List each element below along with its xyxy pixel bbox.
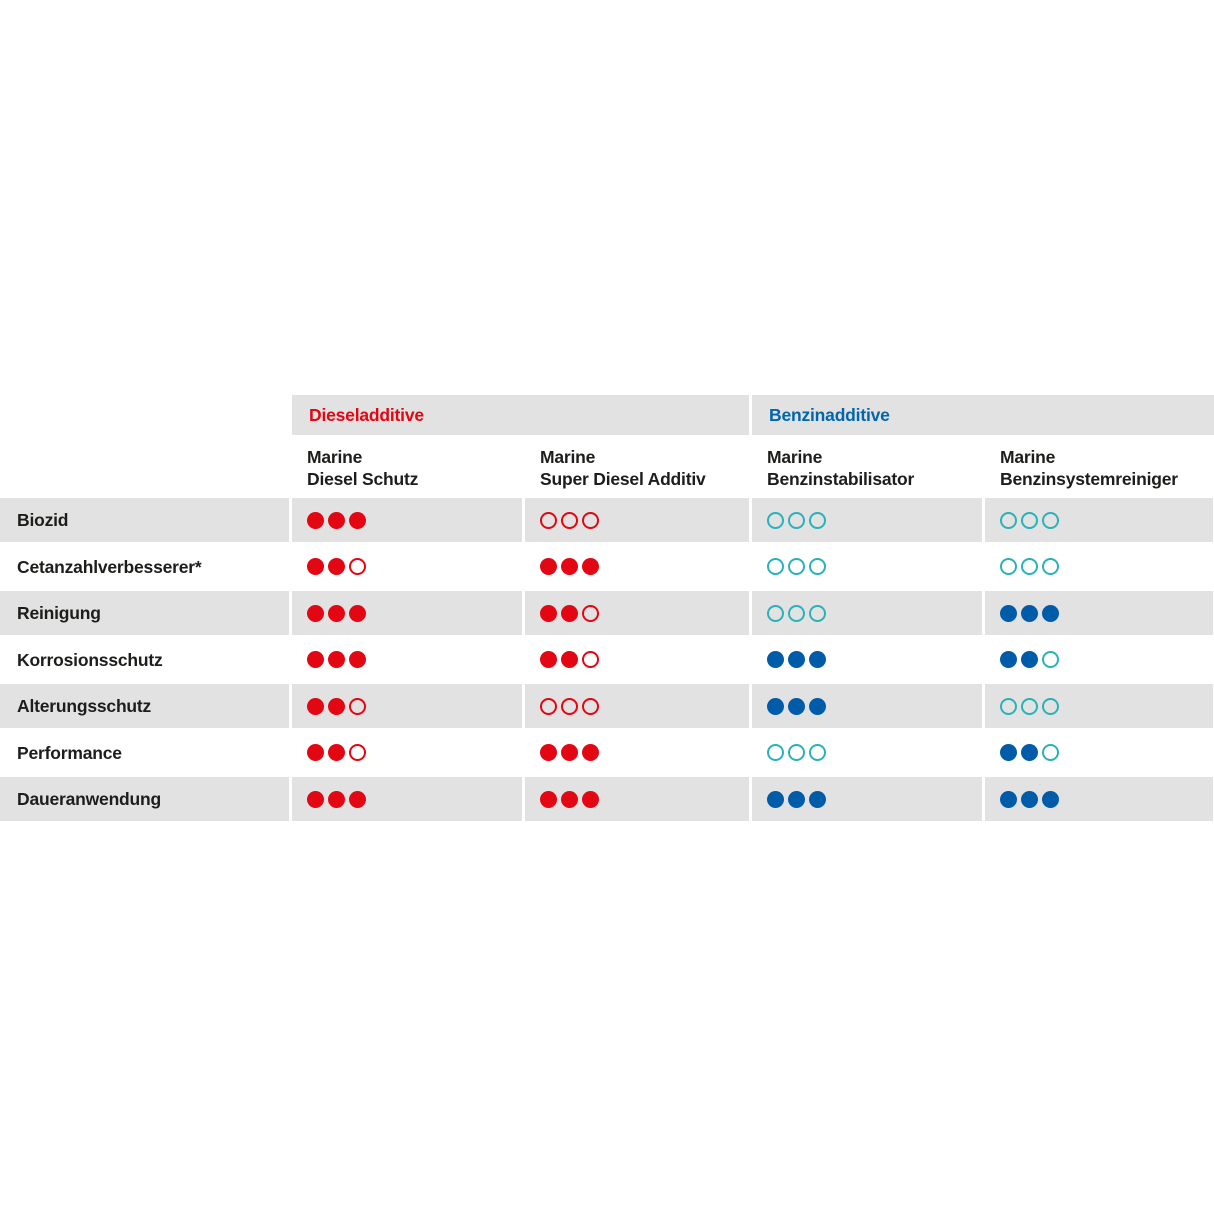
rating-cell [985, 498, 1213, 542]
feature-label: Reinigung [0, 591, 289, 635]
rating-dot-filled-icon [1021, 791, 1038, 808]
rating-dot-empty-icon [767, 744, 784, 761]
rating-dot-filled-icon [582, 558, 599, 575]
rating-dot-filled-icon [307, 512, 324, 529]
product-name-line: Super Diesel Additiv [540, 469, 706, 489]
rating-cell [292, 591, 522, 635]
rating-dot-filled-icon [349, 512, 366, 529]
product-name-line: Marine [307, 447, 363, 467]
product-marine-diesel-schutz [292, 435, 522, 498]
rating-dot-filled-icon [328, 744, 345, 761]
rating-dot-filled-icon [788, 651, 805, 668]
rating-dot-empty-icon [767, 558, 784, 575]
rating-cell [292, 777, 522, 821]
rating-dot-empty-icon [767, 605, 784, 622]
rating-dot-filled-icon [540, 651, 557, 668]
rating-dot-filled-icon [307, 651, 324, 668]
product-marine-benzinstabilisator [752, 435, 982, 498]
rating-dot-filled-icon [349, 791, 366, 808]
rating-dot-empty-icon [561, 512, 578, 529]
rating-dot-filled-icon [1042, 605, 1059, 622]
rating-dot-empty-icon [809, 605, 826, 622]
feature-row-korrosionsschutz [0, 638, 1214, 682]
rating-cell [525, 731, 749, 775]
rating-cell [752, 498, 982, 542]
rating-dot-empty-icon [540, 512, 557, 529]
rating-cell [525, 684, 749, 728]
rating-dot-filled-icon [307, 744, 324, 761]
rating-dot-filled-icon [328, 605, 345, 622]
rating-cell [525, 777, 749, 821]
rating-dot-empty-icon [1021, 698, 1038, 715]
rating-dot-filled-icon [809, 698, 826, 715]
rating-dot-empty-icon [809, 558, 826, 575]
rating-dot-filled-icon [788, 791, 805, 808]
rating-dot-filled-icon [1000, 791, 1017, 808]
rating-cell [985, 777, 1213, 821]
rating-dot-empty-icon [1042, 744, 1059, 761]
rating-dot-empty-icon [1000, 558, 1017, 575]
rating-dot-empty-icon [809, 744, 826, 761]
rating-dot-filled-icon [561, 744, 578, 761]
rating-dot-empty-icon [1000, 698, 1017, 715]
rating-cell [525, 498, 749, 542]
rating-dot-empty-icon [349, 744, 366, 761]
rating-cell [985, 591, 1213, 635]
rating-dot-filled-icon [307, 791, 324, 808]
rating-dot-empty-icon [1021, 512, 1038, 529]
product-spacer [0, 435, 289, 498]
rating-dot-filled-icon [561, 605, 578, 622]
category-dieseladditive: Dieseladditive [292, 395, 749, 435]
rating-cell [752, 684, 982, 728]
rating-dot-filled-icon [307, 698, 324, 715]
rating-dot-empty-icon [767, 512, 784, 529]
category-benzinadditive: Benzinadditive [752, 395, 1214, 435]
rating-dot-filled-icon [1021, 744, 1038, 761]
rating-dot-empty-icon [1042, 651, 1059, 668]
rating-dot-empty-icon [1042, 512, 1059, 529]
product-name-line: Benzinstabilisator [767, 469, 915, 489]
rating-dot-empty-icon [540, 698, 557, 715]
feature-row-cetanzahlverbesserer [0, 545, 1214, 589]
rating-dot-empty-icon [349, 558, 366, 575]
category-header-row [0, 395, 1214, 435]
rating-dot-empty-icon [561, 698, 578, 715]
rating-dot-filled-icon [307, 605, 324, 622]
rating-dot-filled-icon [349, 651, 366, 668]
rating-dot-empty-icon [788, 605, 805, 622]
rating-dot-filled-icon [540, 605, 557, 622]
rating-dot-filled-icon [1000, 651, 1017, 668]
product-name-line: Marine [767, 447, 823, 467]
rating-cell [525, 638, 749, 682]
rating-dot-filled-icon [561, 558, 578, 575]
rating-dot-filled-icon [1000, 605, 1017, 622]
rating-cell [292, 498, 522, 542]
rating-cell [752, 545, 982, 589]
rating-dot-empty-icon [582, 605, 599, 622]
rating-cell [292, 638, 522, 682]
feature-row-alterungsschutz [0, 684, 1214, 728]
product-comparison-table [0, 395, 1214, 824]
rating-cell [985, 731, 1213, 775]
rating-cell [292, 731, 522, 775]
rating-cell [985, 545, 1213, 589]
rating-dot-empty-icon [788, 744, 805, 761]
rating-dot-filled-icon [540, 744, 557, 761]
rating-dot-filled-icon [328, 558, 345, 575]
rating-dot-filled-icon [349, 605, 366, 622]
rating-dot-filled-icon [1021, 605, 1038, 622]
rating-dot-filled-icon [767, 651, 784, 668]
rating-dot-empty-icon [582, 512, 599, 529]
rating-cell [752, 638, 982, 682]
rating-dot-empty-icon [1021, 558, 1038, 575]
rating-cell [752, 731, 982, 775]
product-name-line: Diesel Schutz [307, 469, 419, 489]
rating-dot-filled-icon [540, 791, 557, 808]
feature-row-performance [0, 731, 1214, 775]
rating-cell [525, 545, 749, 589]
product-name-line: Marine [540, 447, 596, 467]
rating-dot-filled-icon [328, 698, 345, 715]
rating-dot-filled-icon [307, 558, 324, 575]
rating-dot-filled-icon [809, 791, 826, 808]
rating-dot-filled-icon [328, 651, 345, 668]
rating-dot-filled-icon [1000, 744, 1017, 761]
feature-label: Biozid [0, 498, 289, 542]
rating-cell [752, 591, 982, 635]
rating-dot-empty-icon [582, 698, 599, 715]
rating-cell [752, 777, 982, 821]
rating-dot-empty-icon [582, 651, 599, 668]
rating-dot-filled-icon [1021, 651, 1038, 668]
rating-dot-empty-icon [349, 698, 366, 715]
rating-dot-empty-icon [1042, 558, 1059, 575]
rating-dot-empty-icon [809, 512, 826, 529]
rating-dot-filled-icon [809, 651, 826, 668]
rating-dot-filled-icon [767, 791, 784, 808]
feature-row-daueranwendung [0, 777, 1214, 821]
rating-dot-filled-icon [582, 744, 599, 761]
feature-label: Daueranwendung [0, 777, 289, 821]
feature-row-biozid [0, 498, 1214, 542]
rating-dot-empty-icon [1042, 698, 1059, 715]
rating-dot-empty-icon [1000, 512, 1017, 529]
rating-cell [525, 591, 749, 635]
feature-label: Korrosionsschutz [0, 638, 289, 682]
rating-cell [292, 545, 522, 589]
category-spacer [0, 395, 289, 435]
product-name-line: Benzinsystemreiniger [1000, 469, 1178, 489]
rating-dot-filled-icon [561, 791, 578, 808]
rating-dot-filled-icon [767, 698, 784, 715]
feature-label: Cetanzahlverbesserer* [0, 545, 289, 589]
rating-dot-filled-icon [1042, 791, 1059, 808]
rating-dot-filled-icon [561, 651, 578, 668]
rating-cell [985, 684, 1213, 728]
product-marine-benzinsystemreiniger [985, 435, 1213, 498]
feature-label: Alterungsschutz [0, 684, 289, 728]
rating-dot-filled-icon [328, 512, 345, 529]
rating-rows [0, 498, 1214, 821]
rating-dot-empty-icon [788, 558, 805, 575]
rating-dot-filled-icon [582, 791, 599, 808]
feature-label: Performance [0, 731, 289, 775]
feature-row-reinigung [0, 591, 1214, 635]
rating-dot-filled-icon [540, 558, 557, 575]
product-header-row [0, 435, 1214, 498]
rating-cell [292, 684, 522, 728]
rating-cell [985, 638, 1213, 682]
rating-dot-empty-icon [788, 512, 805, 529]
product-marine-super-diesel-additiv [525, 435, 749, 498]
rating-dot-filled-icon [328, 791, 345, 808]
rating-dot-filled-icon [788, 698, 805, 715]
product-name-line: Marine [1000, 447, 1056, 467]
